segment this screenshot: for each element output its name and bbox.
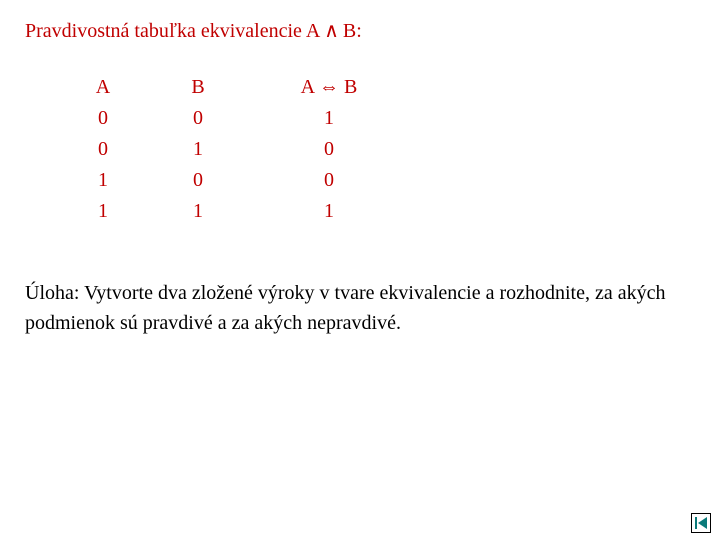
truth-table [88,72,384,227]
page-title [25,18,362,43]
title-suffix: B: [342,20,362,42]
cell-b: 1 [193,138,203,160]
cell-a: 0 [98,138,108,160]
table-row [88,196,384,227]
table-header-row [88,72,384,103]
skip-to-start-icon [692,514,710,532]
cell-b: 1 [193,200,203,222]
logical-and-symbol: ∧ [324,20,339,42]
cell-b: 0 [193,107,203,129]
cell-a: 1 [98,200,108,222]
table-row [88,134,384,165]
cell-result: 0 [324,138,334,160]
cell-a: 0 [98,107,108,129]
header-equivalence: A ⇔ B [300,76,358,98]
table-row [88,165,384,196]
table-row [88,103,384,134]
cell-result: 1 [324,107,334,129]
task-text: Úloha: Vytvorte dva zložené výroky v tvare ekvivalencie a rozhodnite, za akých podmienok sú pravdivé a za akých nepravdivé. [25,282,666,334]
cell-result: 0 [324,169,334,191]
cell-result: 1 [324,200,334,222]
cell-b: 0 [193,169,203,191]
cell-a: 1 [98,169,108,191]
header-a: A [95,76,111,98]
header-b: B [191,76,205,98]
skip-to-start-button[interactable] [691,513,711,533]
title-text: Pravdivostná tabuľka ekvivalencie A [25,20,321,42]
